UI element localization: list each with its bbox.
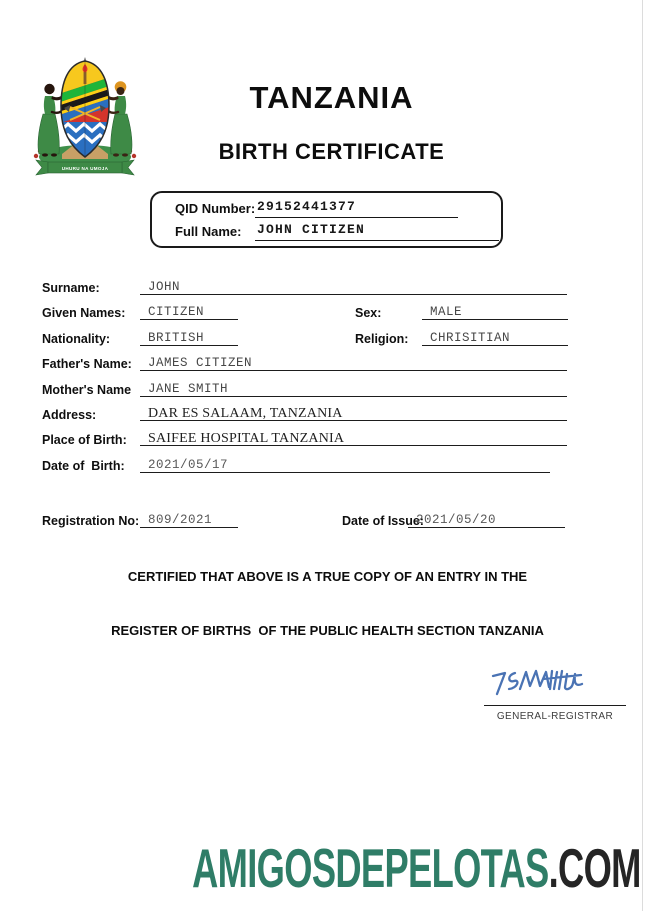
- registrar-title: GENERAL-REGISTRAR: [496, 711, 614, 722]
- surname-value: JOHN: [140, 280, 567, 295]
- certification-line-2: REGISTER OF BIRTHS OF THE PUBLIC HEALTH SECTION TANZANIA: [111, 623, 544, 638]
- mothers-name-value: JANE SMITH: [140, 382, 567, 397]
- qid-number-value: 29152441377: [255, 199, 458, 218]
- given-names-label: Given Names:: [42, 306, 126, 320]
- full-name-label: Full Name:: [175, 224, 242, 239]
- watermark-tld: .COM: [548, 837, 641, 899]
- address-label: Address:: [42, 408, 97, 422]
- date-of-issue-value: 2021/05/20: [408, 513, 565, 528]
- qid-number-label: QID Number:: [175, 201, 256, 216]
- registration-no-label: Registration No:: [42, 514, 140, 528]
- fathers-name-label: Father's Name:: [42, 357, 132, 371]
- page-edge-line: [642, 0, 643, 911]
- registrar-signature: [486, 663, 598, 703]
- date-of-birth-label: Date of Birth:: [42, 459, 125, 473]
- address-value: DAR ES SALAAM, TANZANIA: [140, 406, 567, 421]
- place-of-birth-label: Place of Birth:: [42, 433, 127, 447]
- nationality-label: Nationality:: [42, 332, 111, 346]
- signature-line: [484, 705, 626, 706]
- sex-value: MALE: [422, 305, 568, 320]
- given-names-value: CITIZEN: [140, 305, 238, 320]
- site-watermark: [192, 837, 641, 899]
- fathers-name-value: JAMES CITIZEN: [140, 356, 567, 371]
- registration-no-value: 809/2021: [140, 513, 238, 528]
- sex-label: Sex:: [355, 306, 382, 320]
- document-title: BIRTH CERTIFICATE: [218, 139, 445, 164]
- watermark-name: AMIGOSDEPELOTAS: [192, 837, 549, 899]
- religion-value: CHRISITIAN: [422, 331, 568, 346]
- place-of-birth-value: SAIFEE HOSPITAL TANZANIA: [140, 431, 567, 446]
- country-title: TANZANIA: [249, 80, 414, 115]
- motto-text: UHURU NA UMOJA: [61, 166, 109, 171]
- surname-label: Surname:: [42, 281, 100, 295]
- nationality-value: BRITISH: [140, 331, 238, 346]
- mothers-name-label: Mother's Name: [42, 383, 132, 397]
- date-of-birth-value: 2021/05/17: [140, 458, 550, 473]
- certification-line-1: CERTIFIED THAT ABOVE IS A TRUE COPY OF AN ENTRY IN THE: [127, 569, 528, 584]
- full-name-value: JOHN CITIZEN: [255, 222, 499, 241]
- id-summary-box: [150, 191, 503, 248]
- date-of-issue-label: Date of Issue:: [342, 514, 424, 528]
- religion-label: Religion:: [355, 332, 409, 346]
